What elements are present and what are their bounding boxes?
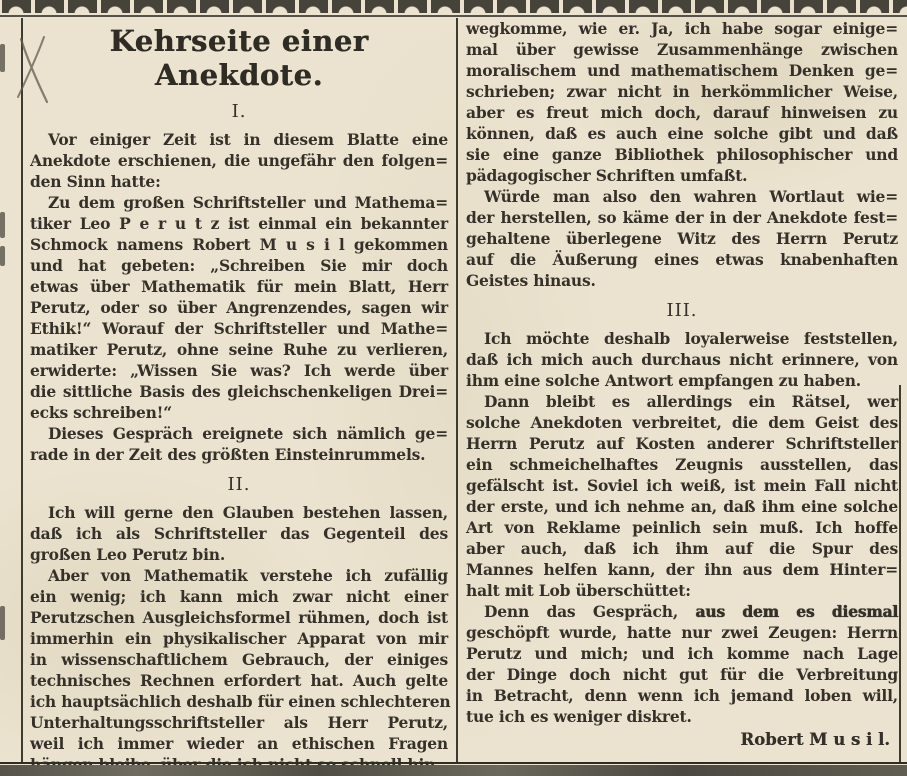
- text-segment: ein wenig; ich kann mich zwar nicht einer: [30, 587, 448, 606]
- text-segment: der Dinge doch nicht gut für die Verbreitung: [466, 665, 898, 684]
- text-segment: Unterhaltungsschriftsteller als Herr Perutz,: [30, 713, 448, 732]
- text-line: [466, 249, 898, 270]
- text-line: [30, 276, 448, 297]
- text-line: [466, 102, 898, 123]
- left-column-text: [30, 101, 451, 775]
- text-line: [30, 171, 448, 192]
- text-segment: großen Leo Perutz bin.: [30, 545, 226, 564]
- text-line: [466, 165, 898, 186]
- text-segment: ecks schreiben!“: [30, 403, 172, 422]
- text-line: [466, 39, 898, 60]
- paragraph: [466, 391, 898, 601]
- text-segment: Ethik!“ Worauf der Schriftsteller und Mathe=: [30, 319, 448, 338]
- paragraph: [466, 18, 898, 186]
- text-segment: Anekdote erschienen, die ungefähr den folgen=: [30, 151, 448, 170]
- text-line: [30, 733, 448, 754]
- bottom-rule: [0, 762, 907, 764]
- text-segment: Dieses Gespräch ereignete sich nämlich ge=: [48, 424, 448, 443]
- text-line: [466, 559, 898, 580]
- text-segment: etwas über Mathematik für mein Blatt, Herr: [30, 277, 448, 296]
- right-column-text: [466, 18, 898, 727]
- text-segment: solche Anekdoten verbreitet, die dem Geist des: [466, 413, 898, 432]
- text-segment: Würde man also den wahren Wortlaut wie=: [484, 187, 898, 206]
- text-line: [30, 381, 448, 402]
- text-line: [30, 213, 448, 234]
- text-segment: Perutz und mich; und ich komme nach Lage: [466, 644, 898, 663]
- text-segment: weil ich immer wieder an ethischen Fragen: [30, 734, 448, 753]
- text-line: [466, 123, 898, 144]
- text-segment: geschöpft wurde, hatte nur zwei Zeugen: Herrn: [466, 623, 898, 642]
- text-line: [466, 643, 898, 664]
- text-line: [466, 207, 898, 228]
- text-segment: moralischem und mathematischem Denken ge=: [466, 61, 898, 80]
- section-heading: II.: [227, 474, 251, 495]
- text-line: [30, 628, 448, 649]
- text-segment: ich hauptsächlich deshalb für einen schlechteren: [30, 692, 451, 711]
- paragraph: [466, 328, 898, 391]
- paragraph: [466, 186, 898, 291]
- text-segment: Aber von Mathematik verstehe ich zufällig: [48, 566, 448, 585]
- emphasized-text: aus dem es diesmal: [695, 602, 898, 621]
- text-line: [30, 129, 448, 150]
- text-line: [466, 496, 898, 517]
- text-segment: technisches Rechnen erfordert hat. Auch gelte: [30, 671, 448, 690]
- text-line: [466, 664, 898, 685]
- text-segment: sie eine ganze Bibliothek philosophischer und: [466, 145, 898, 164]
- text-segment: tue ich es weniger diskret.: [466, 707, 692, 726]
- paragraph: [30, 565, 451, 775]
- text-segment: gehaltene überlegene Witz des Herrn Perutz: [466, 229, 898, 248]
- text-line: [30, 691, 451, 712]
- text-segment: in Betracht, denn wenn ich jemand loben will,: [466, 686, 898, 705]
- text-line: [30, 649, 448, 670]
- column-divider-rule: [456, 18, 458, 762]
- paragraph: [30, 129, 448, 192]
- edge-print-fragment: [0, 44, 5, 72]
- text-line: [30, 565, 448, 586]
- text-line: [30, 544, 448, 565]
- text-line: [466, 601, 898, 622]
- text-line: [466, 81, 898, 102]
- text-line: [466, 454, 898, 475]
- text-line: [466, 186, 898, 207]
- text-line: [30, 523, 448, 544]
- text-segment: und hat gebeten: „Schreiben Sie mir doch: [30, 256, 448, 275]
- text-line: [466, 270, 898, 291]
- edge-print-fragment: [0, 212, 5, 238]
- text-segment: der erste, und ich nehme an, daß ihm eine solche: [466, 497, 898, 516]
- text-segment: tiker Leo P e r u t z ist einmal ein bekannter: [30, 214, 448, 233]
- text-segment: der herstellen, so käme der in der Anekdote fest=: [466, 208, 898, 227]
- text-line: [30, 255, 448, 276]
- text-segment: Perutz, oder so über Angrenzendes, sagen wir: [30, 298, 448, 317]
- text-segment: auf die Äußerung eines etwas knabenhaften: [466, 250, 898, 269]
- text-line: [466, 580, 898, 601]
- text-line: [466, 538, 898, 559]
- text-segment: Ich möchte deshalb loyalerweise feststellen,: [484, 329, 898, 348]
- right-column: [466, 18, 898, 749]
- text-line: [466, 144, 898, 165]
- text-segment: immerhin ein physikalischer Apparat von mir: [30, 629, 448, 648]
- text-line: [30, 444, 448, 465]
- text-segment: erwiderte: „Wissen Sie was? Ich werde über: [30, 361, 448, 380]
- text-segment: in wissenschaftlichem Gebrauch, der einiges: [30, 650, 448, 669]
- text-segment: Vor einiger Zeit ist in diesem Blatte eine: [48, 130, 448, 149]
- text-line: [466, 706, 898, 727]
- text-line: [466, 475, 898, 496]
- article-title: Kehrseite einer Anekdote.: [109, 24, 369, 92]
- text-line: [466, 370, 898, 391]
- text-segment: Dann bleibt es allerdings ein Rätsel, wer: [484, 392, 898, 411]
- text-line: [466, 228, 898, 249]
- left-column-rule: [21, 18, 23, 762]
- text-segment: den Sinn hatte:: [30, 172, 161, 191]
- text-line: [466, 18, 898, 39]
- edge-print-fragment: [0, 606, 5, 640]
- text-line: [466, 60, 898, 81]
- text-line: [30, 192, 448, 213]
- text-segment: daß ich mich auch durchaus nicht erinnere, von: [466, 350, 898, 369]
- text-line: [466, 433, 898, 454]
- text-segment: pädagogischer Schriften umfaßt.: [466, 166, 748, 185]
- text-segment: mal über gewisse Zusammenhänge zwischen: [466, 40, 898, 59]
- paragraph: [30, 192, 448, 423]
- text-line: [30, 502, 448, 523]
- right-column-rule: [899, 385, 901, 762]
- edge-print-fragment: [0, 246, 5, 266]
- text-line: [466, 412, 898, 433]
- text-line: [466, 349, 898, 370]
- text-line: [30, 360, 448, 381]
- text-line: [466, 685, 898, 706]
- text-line: [30, 712, 448, 733]
- text-line: [30, 586, 448, 607]
- paragraph: [30, 423, 448, 465]
- text-segment: gefälscht ist. Soviel ich weiß, ist mein Fall nicht: [466, 476, 898, 495]
- text-line: [466, 622, 898, 643]
- text-segment: Perutzschen Ausgleichsformel rühmen, doch ist: [30, 608, 448, 627]
- text-segment: daß ich als Schriftsteller das Gegenteil des: [30, 524, 448, 543]
- text-line: [30, 297, 448, 318]
- text-segment: rade in der Zeit des größten Einsteinrummels.: [30, 445, 426, 464]
- text-segment: halt mit Lob überschüttet:: [466, 581, 691, 600]
- text-segment: Art von Reklame peinlich sein muß. Ich hoffe: [466, 518, 898, 537]
- paragraph: [30, 502, 448, 565]
- text-segment: Geistes hinaus.: [466, 271, 596, 290]
- top-rule: [0, 15, 907, 17]
- text-line: [30, 318, 448, 339]
- decorative-border-top: [0, 0, 907, 13]
- text-segment: matiker Perutz, ohne seine Ruhe zu verlieren,: [30, 340, 448, 359]
- text-segment: aber auch, daß ich ihm auf die Spur des: [466, 539, 898, 558]
- paragraph: [466, 601, 898, 727]
- text-line: [466, 517, 898, 538]
- text-segment: ein schmeichelhaftes Zeugnis ausstellen, das: [466, 455, 898, 474]
- text-segment: Herrn Perutz auf Kosten anderer Schriftsteller: [466, 434, 898, 453]
- text-line: [30, 607, 448, 628]
- text-line: [30, 423, 448, 444]
- text-line: [30, 339, 448, 360]
- text-line: [30, 402, 448, 423]
- text-line: [30, 670, 448, 691]
- text-line: [466, 391, 898, 412]
- text-line: [466, 328, 898, 349]
- text-segment: aber es freut mich doch, darauf hinweisen zu: [466, 103, 898, 122]
- text-line: [30, 150, 448, 171]
- section-heading: III.: [666, 300, 698, 321]
- left-column: [30, 22, 451, 775]
- decorative-border-bottom: [0, 765, 907, 776]
- text-segment: Schmock namens Robert M u s i l gekommen: [30, 235, 448, 254]
- text-segment: Denn das Gespräch,: [484, 602, 696, 621]
- section-heading: I.: [231, 101, 247, 122]
- text-segment: Mannes helfen kann, der ihn aus dem Hinter=: [466, 560, 898, 579]
- text-line: [30, 234, 448, 255]
- text-segment: Ich will gerne den Glauben bestehen lassen,: [48, 503, 448, 522]
- text-segment: wegkomme, wie er. Ja, ich habe sogar einige=: [466, 19, 898, 38]
- text-segment: schrieben; zwar nicht in herkömmlicher Weise,: [466, 82, 898, 101]
- text-segment: ihm eine solche Antwort empfangen zu haben.: [466, 371, 861, 390]
- text-segment: die sittliche Basis des gleichschenkeligen Drei=: [30, 382, 448, 401]
- text-segment: können, daß es auch eine solche gibt und daß: [466, 124, 898, 143]
- text-segment: Zu dem großen Schriftsteller und Mathema=: [48, 193, 448, 212]
- author-signature: Robert M u s i l.: [740, 730, 890, 749]
